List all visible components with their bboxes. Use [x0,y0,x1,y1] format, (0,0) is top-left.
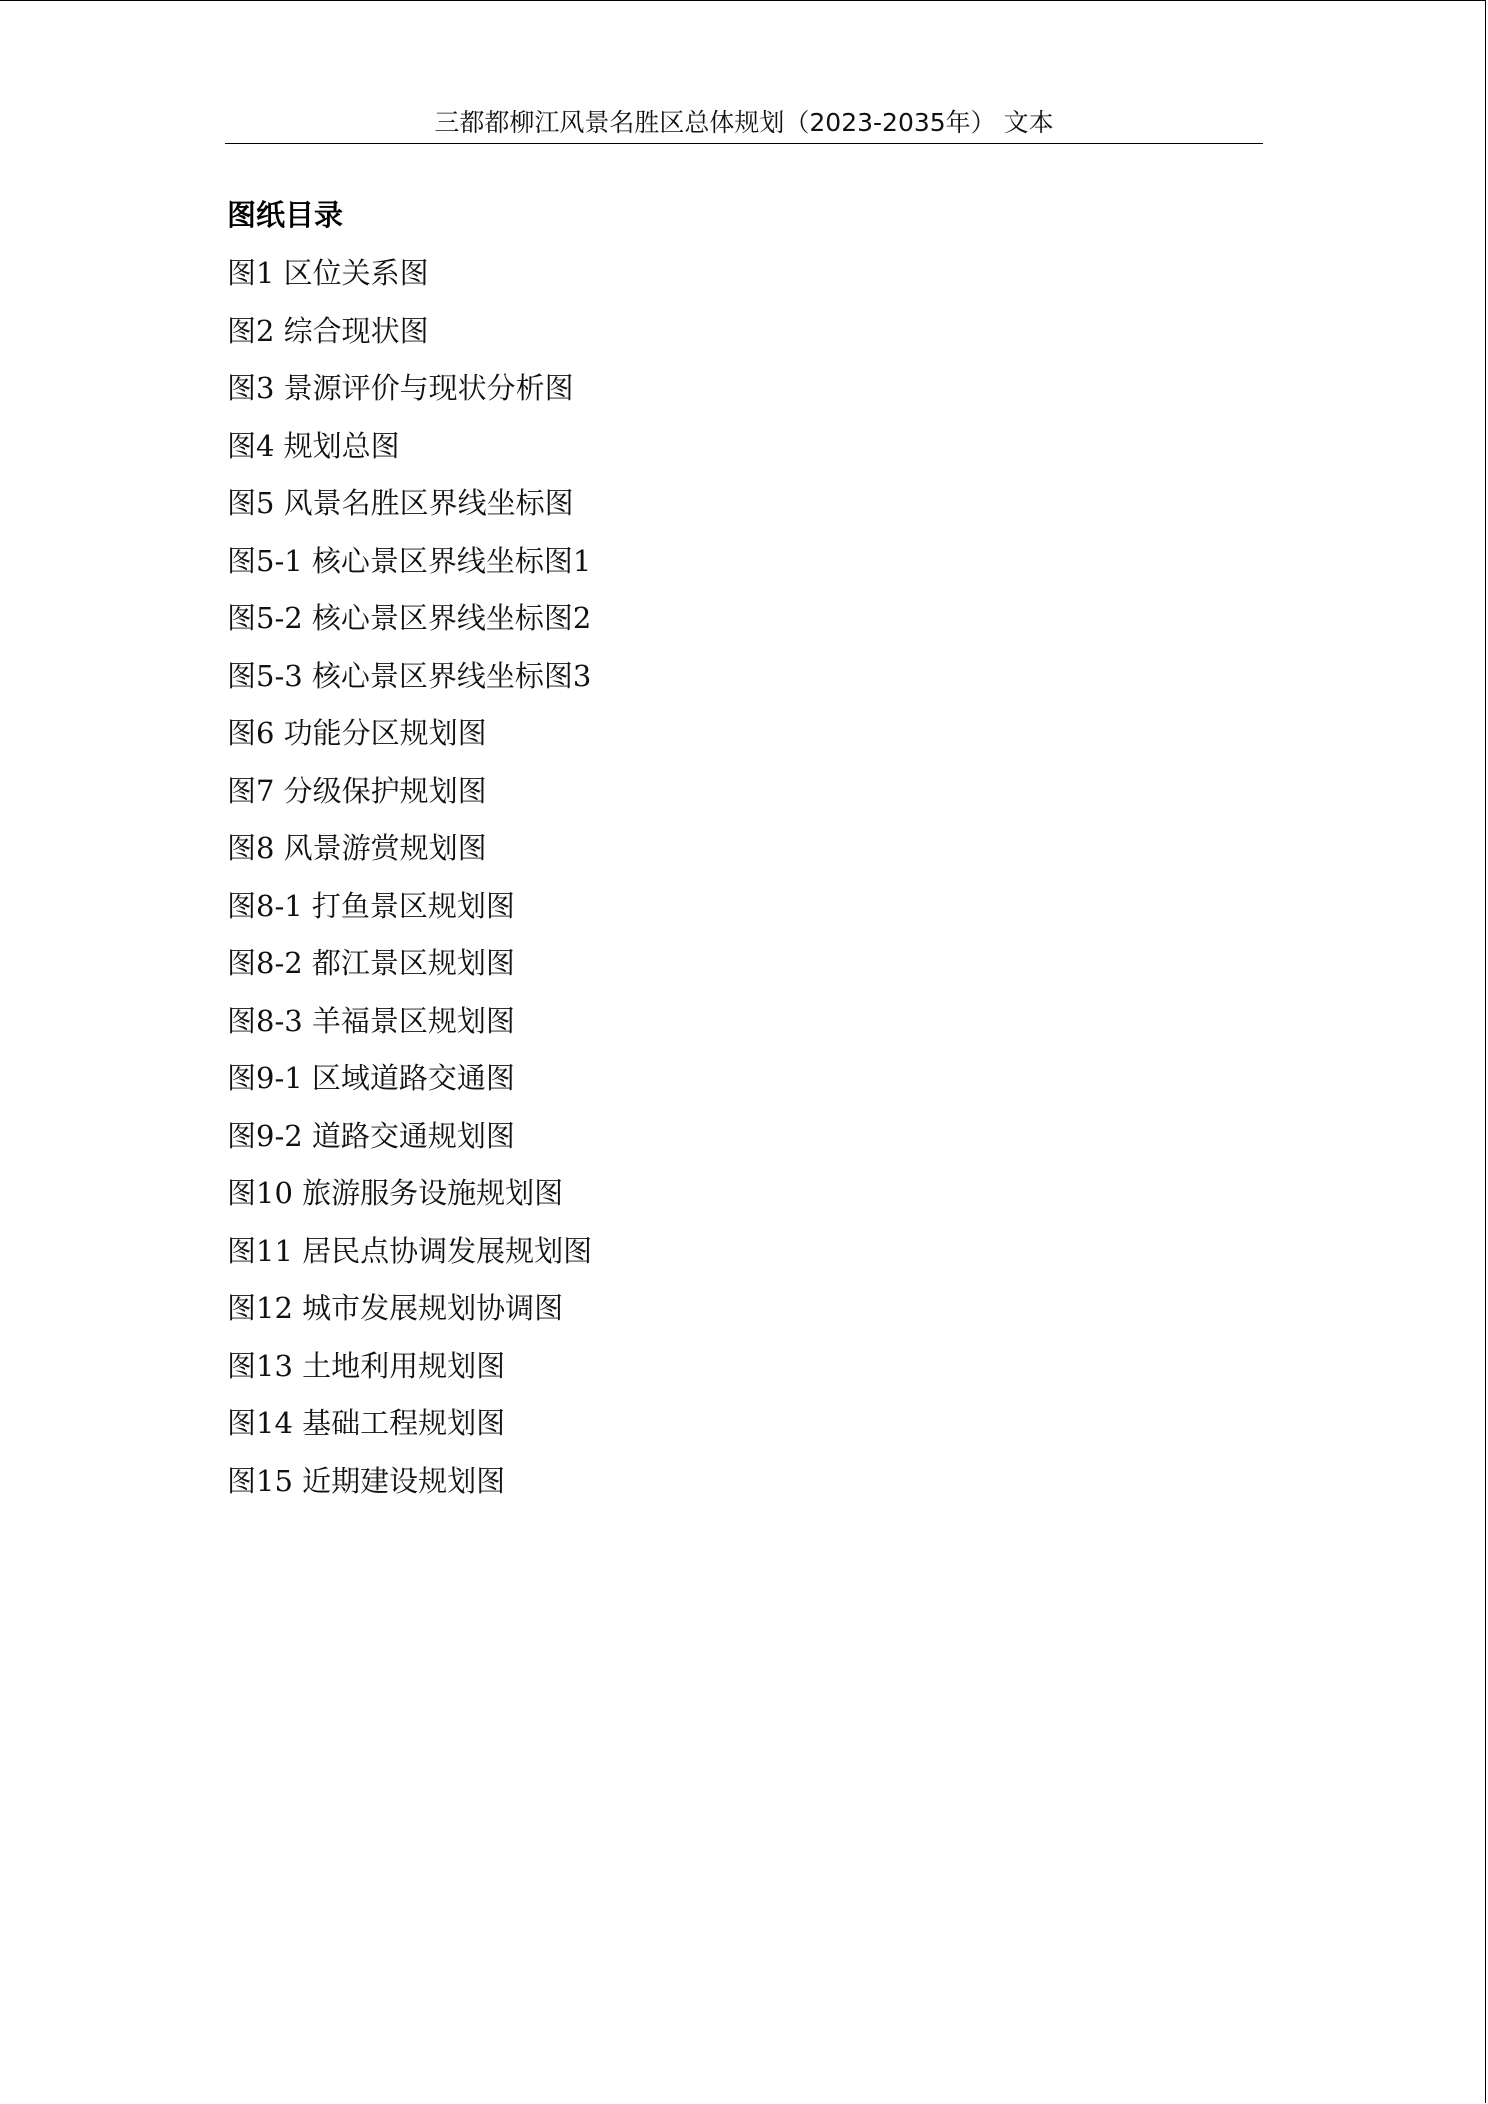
list-item: 图8 风景游赏规划图 [227,831,487,865]
list-item: 图12 城市发展规划协调图 [227,1291,564,1325]
list-item: 图6 功能分区规划图 [227,716,487,750]
section-title: 图纸目录 [227,198,344,232]
list-item: 图15 近期建设规划图 [227,1463,506,1498]
list-item: 图4 规划总图 [227,428,400,463]
list-item: 图3 景源评价与现状分析图 [227,371,574,405]
list-item: 图10 旅游服务设施规划图 [227,1176,564,1210]
list-item: 图13 土地利用规划图 [227,1348,506,1383]
list-item: 图1 区位关系图 [227,256,429,290]
list-item: 图5 风景名胜区界线坐标图 [227,486,574,520]
list-item: 图8-1 打鱼景区规划图 [227,888,515,923]
list-item: 图14 基础工程规划图 [227,1406,506,1440]
list-item: 图9-2 道路交通规划图 [227,1118,515,1153]
list-item: 图8-2 都江景区规划图 [227,946,515,980]
list-item: 图5-1 核心景区界线坐标图1 [227,543,592,578]
figure-list [227,253,592,1518]
list-item: 图2 综合现状图 [227,313,429,348]
list-item: 图8-3 羊福景区规划图 [227,1003,515,1038]
list-item: 图11 居民点协调发展规划图 [227,1233,593,1268]
list-item: 图5-2 核心景区界线坐标图2 [227,601,592,635]
page-header: 三都都柳江风景名胜区总体规划（2023-2035年） 文本 [225,101,1263,144]
list-item: 图5-3 核心景区界线坐标图3 [227,658,592,693]
list-item: 图7 分级保护规划图 [227,773,487,808]
list-item: 图9-1 区域道路交通图 [227,1061,515,1095]
